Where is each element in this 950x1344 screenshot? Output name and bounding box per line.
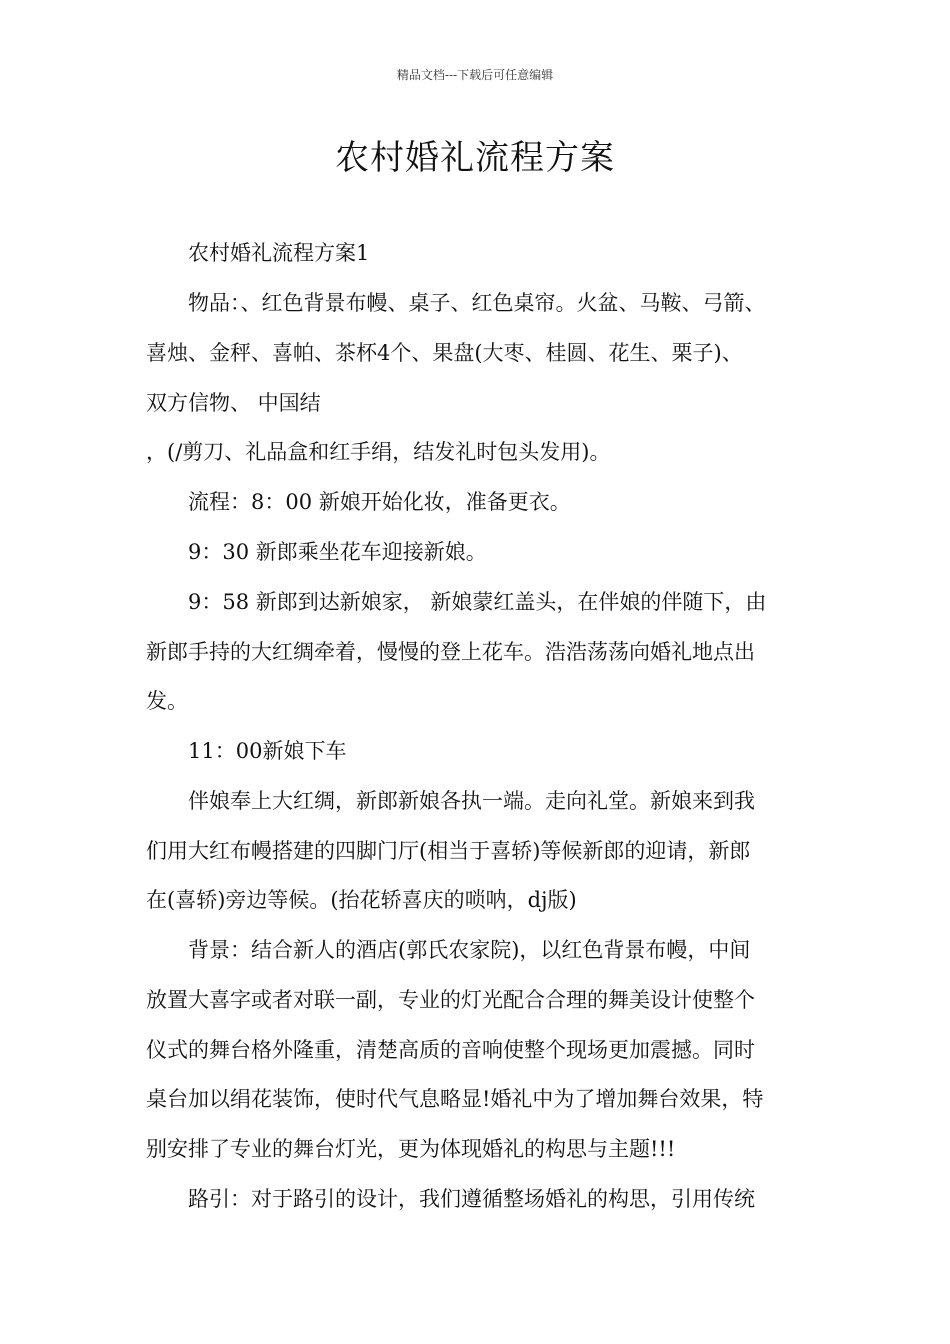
text-line: 发。 [146,689,188,713]
text-line: 新郎手持的大红绸牵着，慢慢的登上花车。浩浩荡荡向婚礼地点出 [146,640,755,664]
text-line: 9：30 新郎乘坐花车迎接新娘。 [188,540,487,564]
text-line: 9：58 新郎到达新娘家， 新娘蒙红盖头，在伴娘的伴随下，由 [188,590,767,614]
text-line: 仪式的舞台格外隆重，清楚高质的音响使整个现场更加震撼。同时 [146,1038,755,1062]
text-line: 物品：、红色背景布幔、桌子、红色桌帘。火盆、马鞍、弓箭、 [188,291,766,315]
text-line: ，(/剪刀、礼品盒和红手绢，结发礼时包头发用)。 [146,440,611,464]
text-line: 背景：结合新人的酒店(郭氏农家院)，以红色背景布幔，中间 [188,938,751,962]
text-line: 路引：对于路引的设计，我们遵循整场婚礼的构思，引用传统 [188,1187,755,1211]
text-line: 伴娘奉上大红绸，新郎新娘各执一端。走向礼堂。新娘来到我 [188,789,755,813]
text-line: 放置大喜字或者对联一副，专业的灯光配合合理的舞美设计使整个 [146,988,755,1012]
text-line: 农村婚礼流程方案1 [188,241,370,265]
text-line: 流程：8：00 新娘开始化妆，准备更衣。 [188,490,571,514]
text-line: 在(喜轿)旁边等候。(抬花轿喜庆的唢呐，dj版) [146,888,577,912]
text-line: 桌台加以绢花装饰，使时代气息略显!婚礼中为了增加舞台效果，特 [146,1087,764,1111]
header-note: 精品文档---下载后可任意编辑 [396,68,554,82]
text-line: 们用大红布幔搭建的四脚门厅(相当于喜轿)等候新郎的迎请，新郎 [146,839,751,863]
text-line: 双方信物、 中国结 [146,391,321,415]
text-line: 别安排了专业的舞台灯光，更为体现婚礼的构思与主题!!! [146,1137,676,1161]
text-line: 11：00新娘下车 [188,739,347,763]
text-line: 喜烛、金秤、喜帕、茶杯4个、果盘(大枣、桂圆、花生、栗子)、 [146,341,743,365]
page-title: 农村婚礼流程方案 [335,138,615,178]
